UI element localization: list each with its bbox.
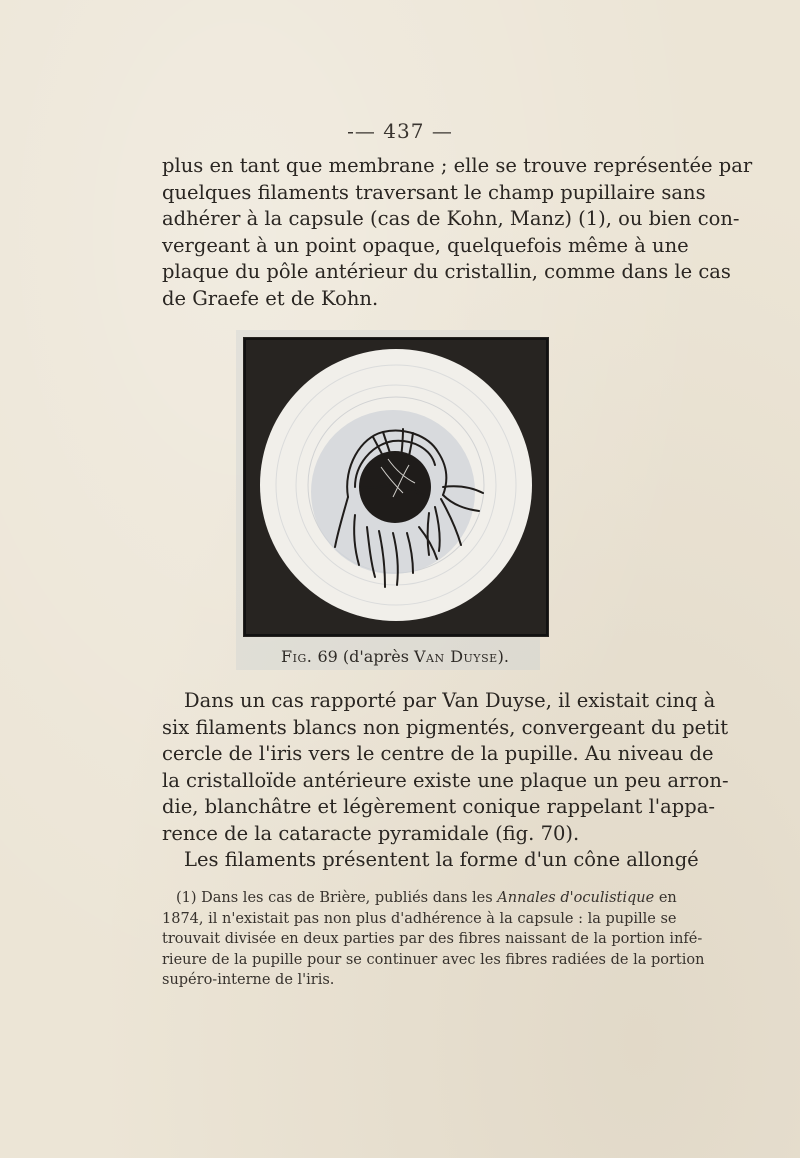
footnote-line: trouvait divisée en deux parties par des fibres naissant de la portion infé- [162, 931, 703, 947]
text-line: quelques filaments traversant le champ pupillaire sans [162, 180, 706, 204]
caption-open: (d'après [342, 647, 409, 666]
caption-number: 69 [317, 647, 338, 666]
eye-illustration [243, 337, 549, 637]
text-line: die, blanchâtre et légèrement conique rappelant l'appa- [162, 795, 715, 818]
text-line: de Graefe et de Kohn. [162, 286, 379, 310]
caption-prefix: Fig. [281, 647, 313, 666]
text-line: plus en tant que membrane ; elle se trouve représentée par [162, 154, 753, 177]
caption-author: Van Duyse [414, 647, 498, 666]
footnote-line: supéro-interne de l'iris. [162, 972, 335, 988]
text-line: cercle de l'iris vers le centre de la pupille. Au niveau de [162, 742, 714, 765]
footnote [162, 888, 705, 991]
text-line: vergeant à un point opaque, quelquefois même à une [162, 233, 689, 257]
footnote-line: rieure de la pupille pour se continuer avec les fibres radiées de la portion [162, 951, 705, 968]
caption-close: ). [497, 647, 509, 666]
footnote-line [162, 888, 677, 909]
text-line: Dans un cas rapporté par Van Duyse, il existait cinq à [184, 689, 716, 712]
paragraph-top [162, 153, 753, 312]
page-number: -— 437 — [347, 119, 453, 143]
text-line: six filaments blancs non pigmentés, convergeant du petit [162, 715, 729, 739]
footnote-text: (1) Dans les cas de Brière, publiés dans les [176, 890, 493, 906]
footnote-text: en [658, 890, 677, 906]
footnote-journal-title: Annales d'oculistique [497, 890, 655, 906]
text-line: rence de la cataracte pyramidale (fig. 70). [162, 821, 580, 845]
paragraph-main [162, 688, 729, 874]
text-line: Les filaments présentent la forme d'un cône allongé [184, 848, 699, 871]
text-line: adhérer à la capsule (cas de Kohn, Manz) (1), ou bien con- [162, 207, 740, 230]
text-line: la cristalloïde antérieure existe une plaque un peu arron- [162, 768, 729, 792]
footnote-line: 1874, il n'existait pas non plus d'adhérence à la capsule : la pupille se [162, 910, 677, 927]
figure-caption [0, 647, 790, 666]
text-line: plaque du pôle antérieur du cristallin, comme dans le cas [162, 260, 731, 283]
